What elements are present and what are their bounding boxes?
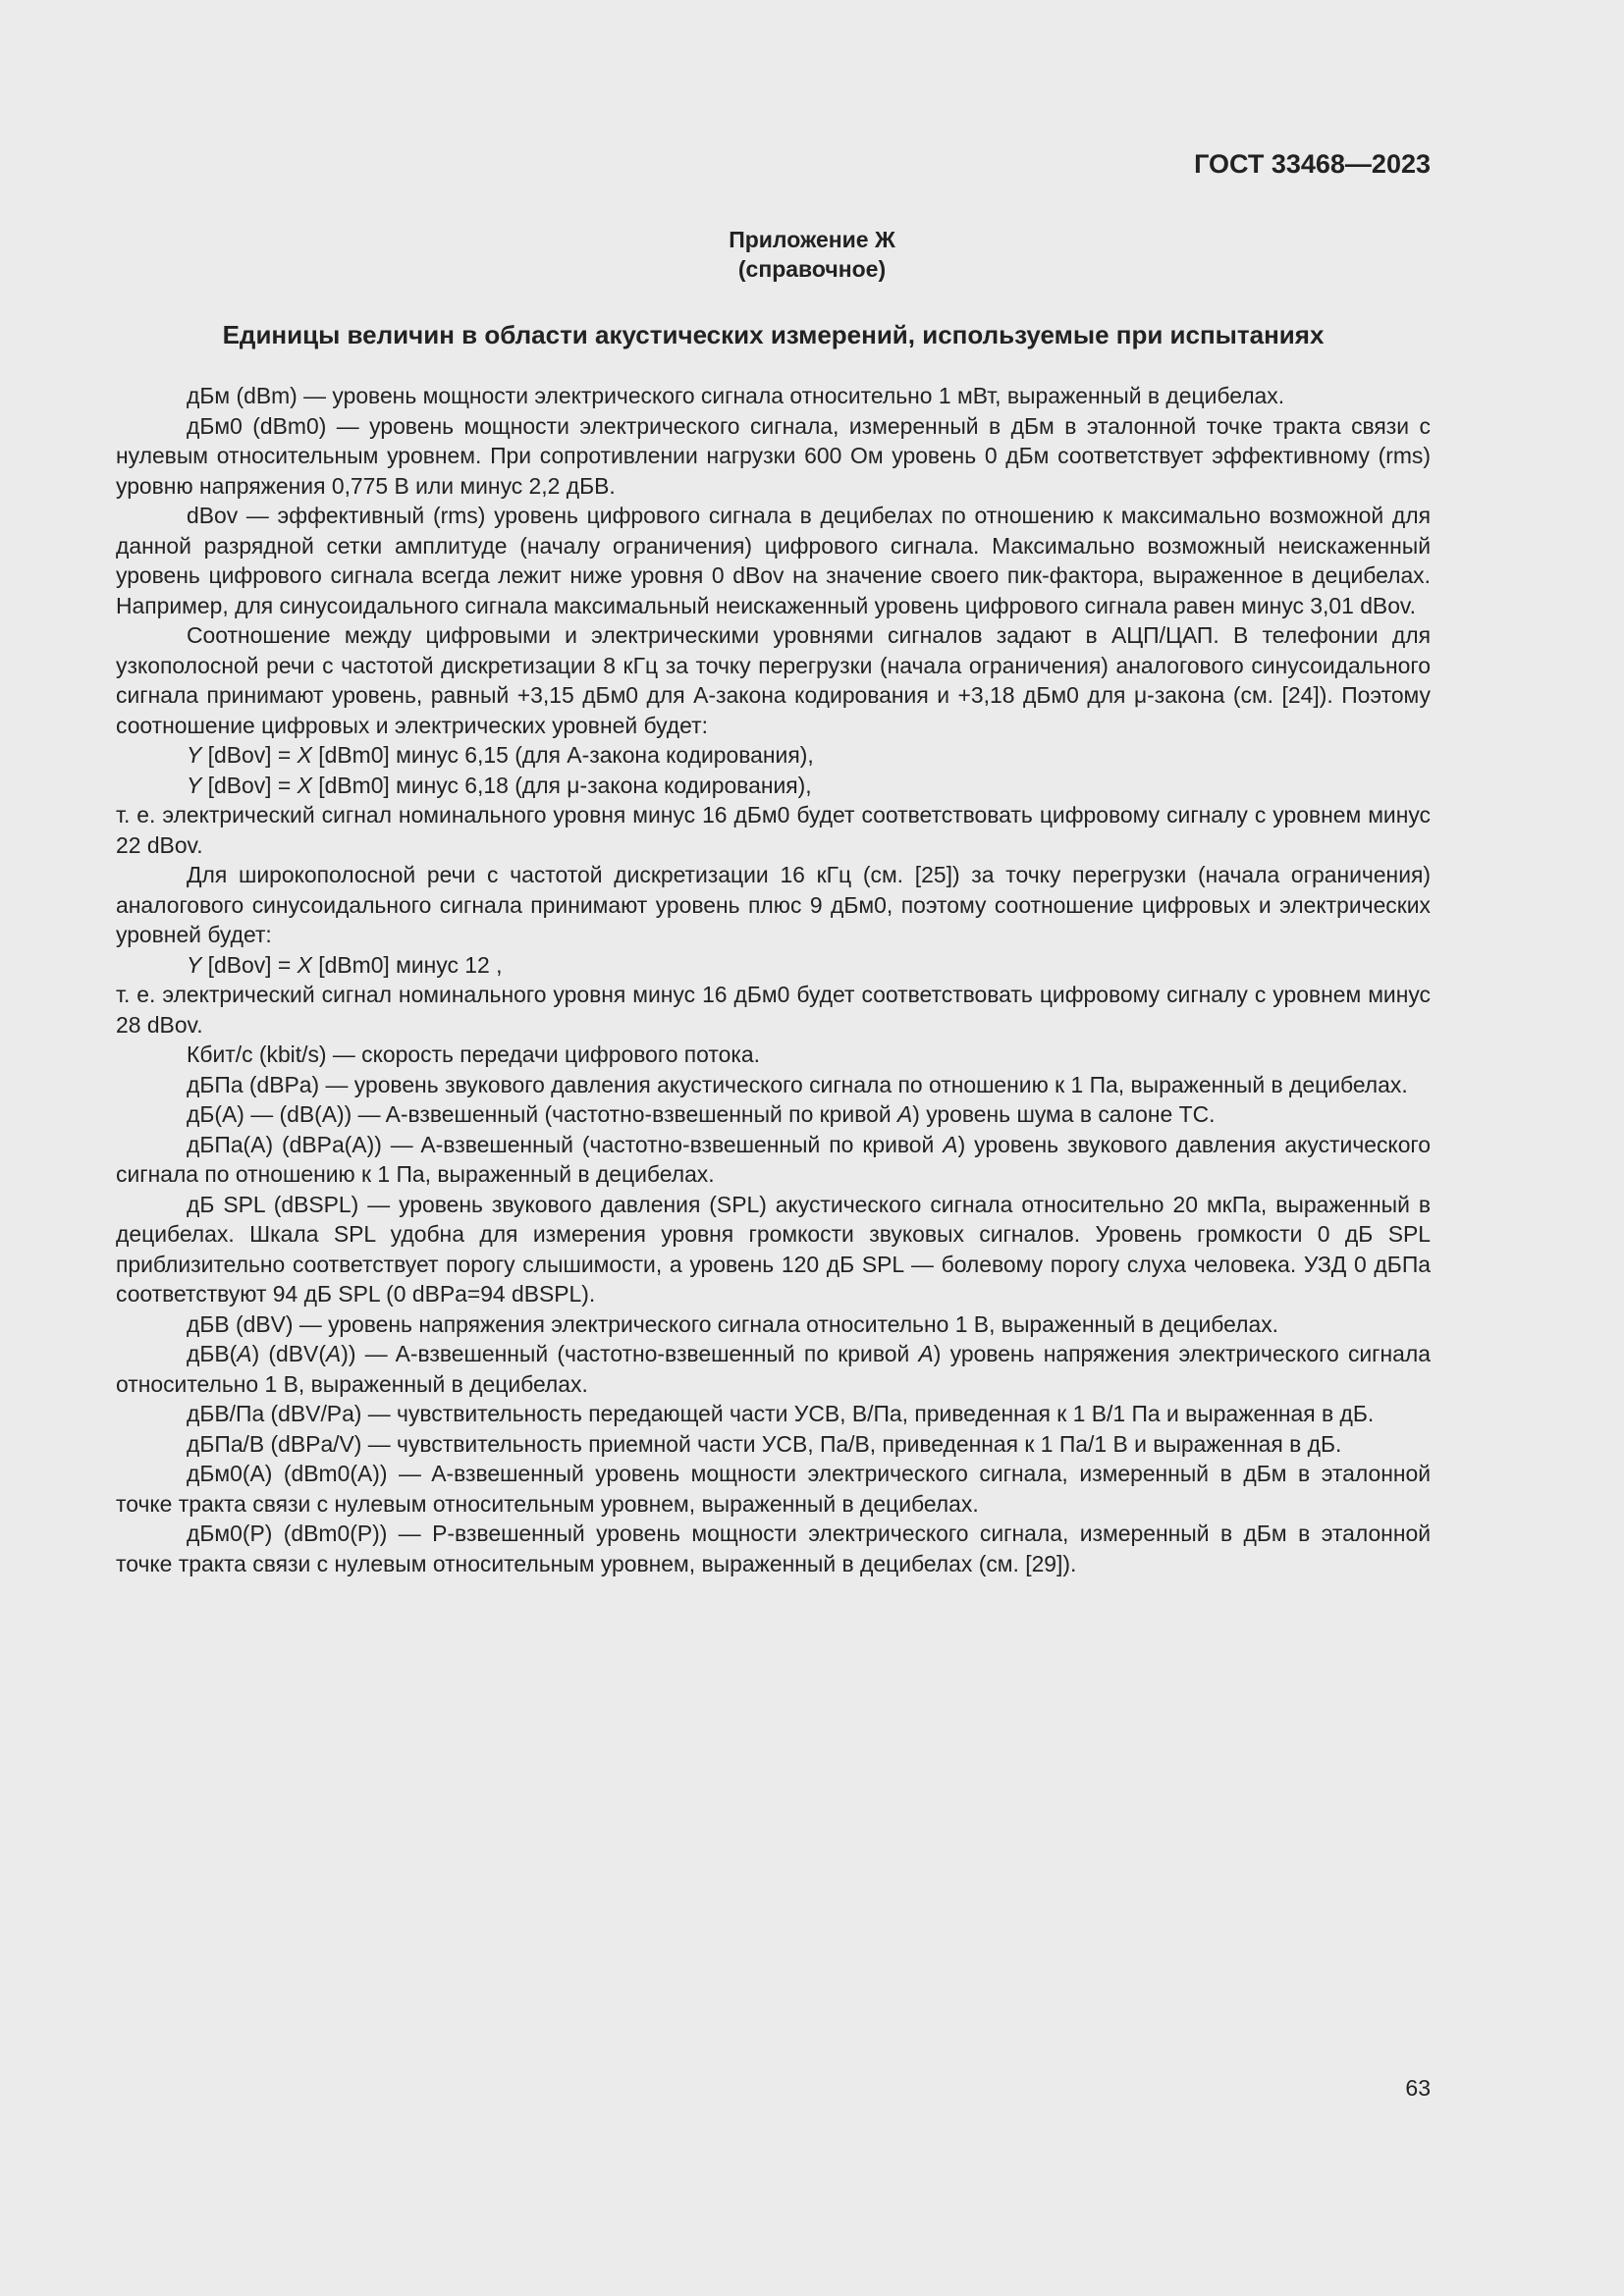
formula-part: [dBov] = [201, 742, 298, 768]
formula-y: Y [187, 951, 202, 978]
text-part: ) уровень шума в салоне ТС. [912, 1101, 1216, 1127]
paragraph-narrowband-result: т. е. электрический сигнал номинального уровня минус 16 дБм0 будет соответствовать цифровому сигналу с уровнем минус 22 dBov. [116, 802, 1431, 858]
standard-designation: ГОСТ 33468—2023 [1194, 149, 1431, 179]
paragraph-dbm0-p: дБм0(Р) (dBm0(P)) — P-взвешенный уровень мощности электрического сигнала, измеренный в дБм в эталонной точке тракта связи с нулевым относительным уровнем, выраженный в децибелах (см. [29]). [116, 1521, 1431, 1576]
text-italic: A [943, 1131, 958, 1157]
paragraph-kbit: Кбит/с (kbit/s) — скорость передачи цифрового потока. [187, 1041, 760, 1067]
formula-part: [dBov] = [201, 772, 298, 798]
formula-x: X [297, 742, 312, 768]
paragraph-dba [116, 1099, 1431, 1130]
paragraph-dbpa-a [116, 1130, 1431, 1190]
text-italic: A [918, 1341, 934, 1366]
formula-mu-law [116, 771, 1431, 801]
text-italic: A [237, 1341, 252, 1366]
paragraph-wideband: Для широкополосной речи с частотой дискретизации 16 кГц (см. [25]) за точку перегрузки (начала ограничения) аналогового синусоидального сигнала принимают уровень плюс 9 дБм0, поэтому соотношение цифровых и электрических уровней будет: [116, 862, 1431, 947]
formula-part: [dBm0] минус 6,18 (для μ-закона кодирования), [311, 772, 812, 798]
paragraph-dbv: дБВ (dBV) — уровень напряжения электрического сигнала относительно 1 В, выраженный в децибелах. [187, 1310, 1279, 1337]
paragraph-adc-dac: Соотношение между цифровыми и электрическими уровнями сигналов задают в АЦП/ЦАП. В телефонии для узкополосной речи с частотой дискретизации 8 кГц за точку перегрузки (начала ограничения) аналогового синусоидального сигнала принимают уровень, равный +3,15 дБм0 для A-закона кодирования и +3,18 дБм0 для μ-закона (см. [24]). Поэтому соотношение цифровых и электрических уровней будет: [116, 622, 1431, 738]
formula-part: [dBov] = [201, 951, 298, 978]
paragraph-dbm0-a: дБм0(А) (dBm0(A)) — A-взвешенный уровень мощности электрического сигнала, измеренный в дБм в эталонной точке тракта связи с нулевым относительным уровнем, выраженный в децибелах. [116, 1461, 1431, 1517]
section-title: Единицы величин в области акустических измерений, используемые при испытаниях [222, 320, 1325, 349]
appendix-kind: (справочное) [737, 256, 887, 282]
text-part: )) — A-взвешенный (частотно-взвешенный по кривой [341, 1341, 919, 1366]
text-part: дБВ( [187, 1341, 238, 1366]
text-part: ) уровень звукового давления акустического сигнала по отношению к 1 Па, выраженный в децибелах. [116, 1131, 1432, 1187]
formula-y: Y [187, 742, 202, 768]
formula-part: [dBm0] минус 12 , [311, 951, 503, 978]
text-italic: A [896, 1101, 913, 1127]
paragraph-dbv-a [116, 1339, 1431, 1399]
paragraph-dbspl: дБ SPL (dBSPL) — уровень звукового давления (SPL) акустического сигнала относительно 20 мкПа, выраженный в децибелах. Шкала SPL удобна для измерения уровня громкости звуковых сигналов. Уровень громкости 0 дБ SPL приблизительно соответствует порогу слышимости, а уровень 120 дБ SPL — болевому порогу слуха человека. УЗД 0 дБПа соответствуют 94 дБ SPL (0 dBPa=94 dBSPL). [116, 1191, 1431, 1307]
text-part: ) уровень напряжения электрического сигнала относительно 1 В, выраженный в децибелах. [116, 1341, 1431, 1397]
formula-wideband [116, 950, 1431, 981]
formula-x: X [297, 951, 312, 978]
formula-part: [dBm0] минус 6,15 (для A-закона кодирования), [311, 742, 814, 768]
text-part: дБ(А) — (dB(A)) — A-взвешенный (частотно-взвешенный по кривой [187, 1101, 897, 1127]
text-part: ) (dBV( [251, 1341, 326, 1366]
paragraph-dbm: дБм (dBm) — уровень мощности электрического сигнала относительно 1 мВт, выраженный в децибелах. [187, 383, 1285, 408]
appendix-label: Приложение Ж [729, 227, 895, 252]
paragraph-dbv-pa: дБВ/Па (dBV/Pa) — чувствительность передающей части УСВ, В/Па, приведенная к 1 В/1 Па и выраженная в дБ. [187, 1401, 1375, 1426]
page-number: 63 [1405, 2075, 1431, 2101]
paragraph-dbpa: дБПа (dBPa) — уровень звукового давления акустического сигнала по отношению к 1 Па, выраженный в децибелах. [187, 1071, 1408, 1097]
appendix-heading [0, 225, 1624, 284]
paragraph-dbov: dBov — эффективный (rms) уровень цифрового сигнала в децибелах по отношению к максимально возможной для данной разрядной сетки амплитуде (началу ограничения) цифрового сигнала. Максимально возможный неискаженный уровень цифрового сигнала всегда лежит ниже уровня 0 dBov на значение своего пик-фактора, выраженное в децибелах. Например, для синусоидального сигнала максимальный неискаженный уровень цифрового сигнала равен минус 3,01 dBov. [116, 503, 1431, 618]
text-italic: A [325, 1341, 342, 1366]
body-text [116, 381, 1431, 1578]
paragraph-dbpa-v: дБПа/В (dBPa/V) — чувствительность приемной части УСВ, Па/В, приведенная к 1 Па/1 В и выраженная в дБ. [187, 1430, 1342, 1457]
paragraph-dbm0: дБм0 (dBm0) — уровень мощности электрического сигнала, измеренный в дБм в эталонной точке тракта связи с нулевым относительным уровнем. При сопротивлении нагрузки 600 Ом уровень 0 дБм соответствует эффективному (rms) уровню напряжения 0,775 В или минус 2,2 дБВ. [116, 412, 1431, 499]
formula-y: Y [187, 772, 202, 798]
text-part: дБПа(А) (dBPa(A)) — A-взвешенный (частотно-взвешенный по кривой [187, 1131, 944, 1157]
formula-x: X [297, 772, 312, 798]
formula-a-law [116, 740, 1431, 771]
paragraph-wideband-result: т. е. электрический сигнал номинального уровня минус 16 дБм0 будет соответствовать цифровому сигналу с уровнем минус 28 dBov. [116, 982, 1431, 1038]
